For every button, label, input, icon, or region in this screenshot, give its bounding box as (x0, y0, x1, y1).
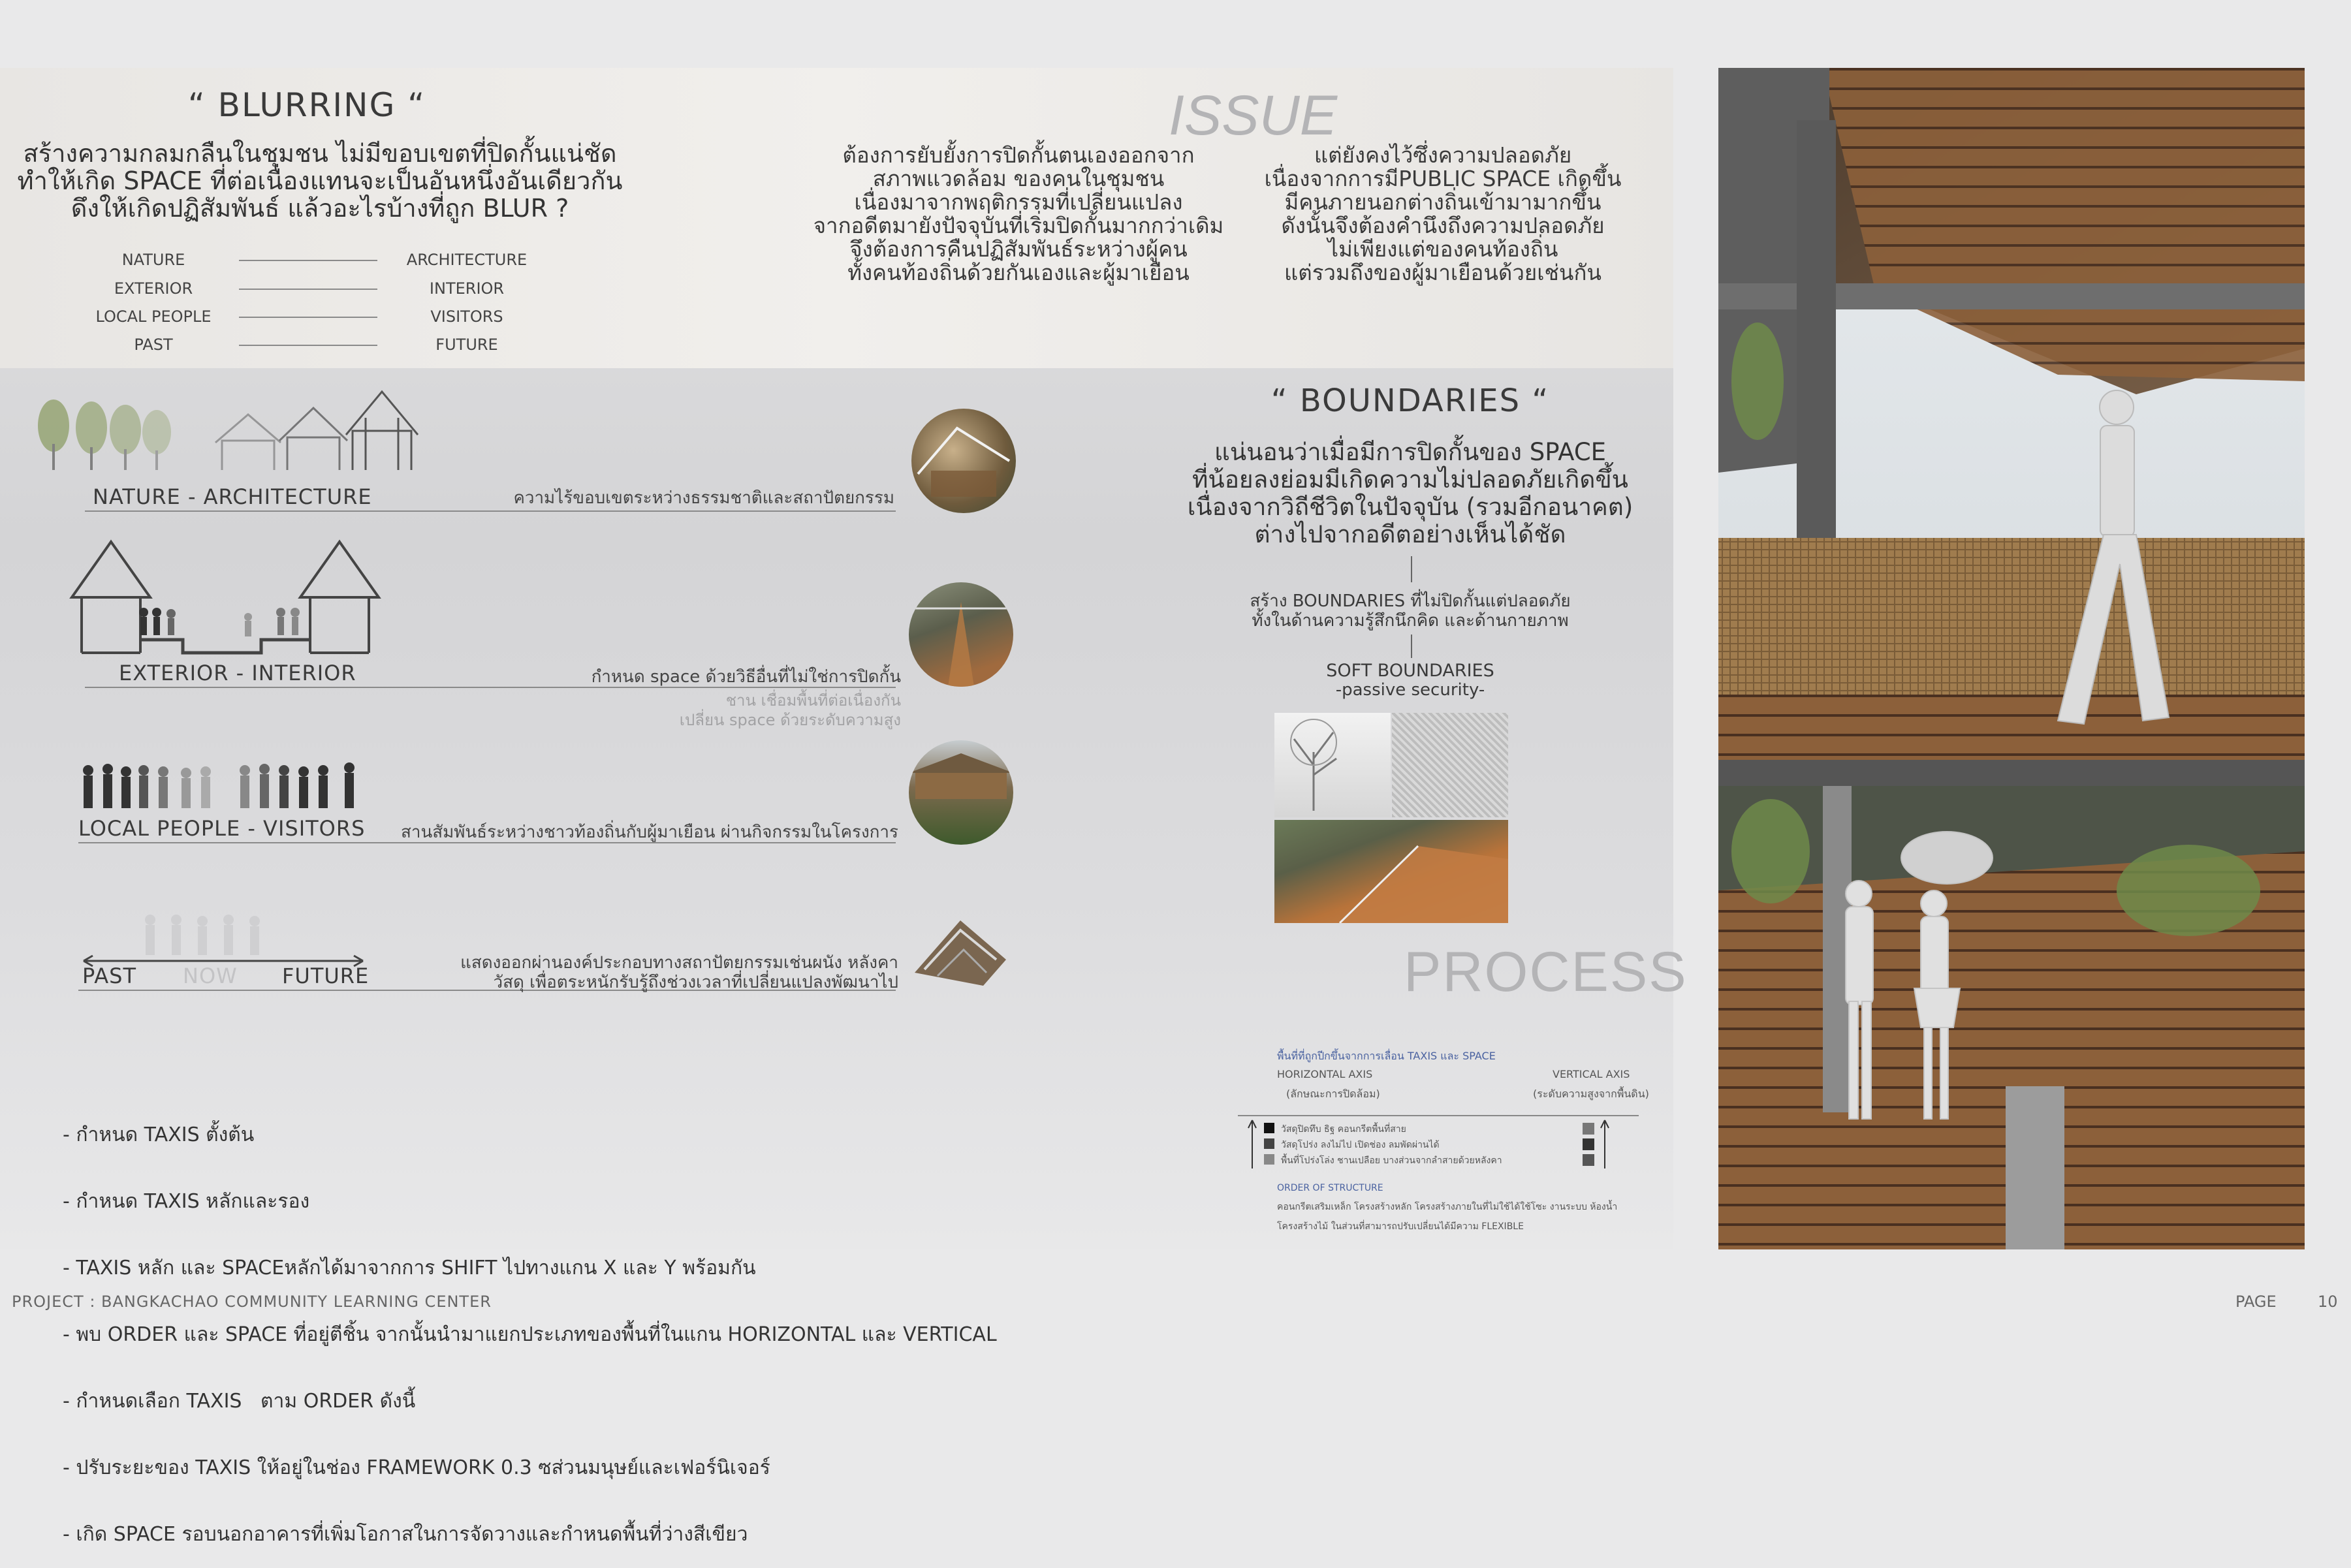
footer-page-number: 10 (2318, 1293, 2338, 1311)
issue-line: ทั้งคนท้องถิ่นด้วยกันเองและผู้มาเยือน (847, 260, 1190, 285)
boundaries-title: “ BOUNDARIES “ (1270, 383, 1550, 419)
process-title: PROCESS (1404, 941, 1688, 1003)
process-item: - ปรับระยะของ TAXIS ให้อยู่ในช่อง FRAMEWORK 0.3 ซส่วนมนุษย์และเฟอร์นิเจอร์ (63, 1456, 770, 1479)
boundaries-sub (1227, 591, 1593, 631)
boundaries-text (1169, 439, 1652, 548)
boundaries-line: ต่างไปจากอดีตอย่างเห็นได้ชัด (1254, 520, 1566, 548)
legend-swatch-v1 (1583, 1123, 1594, 1135)
tree-sketch-image (1274, 713, 1391, 817)
local-people-visitors-photo (909, 740, 1013, 845)
timeline-now: NOW (183, 964, 238, 988)
legend-title: พื้นที่ที่ถูกปีกขึ้นจากการเลื่อน TAXIS และ SPACE (1277, 1050, 1496, 1062)
row-caption: NATURE - ARCHITECTURE (93, 484, 372, 509)
row-sub-line: เปลี่ยน space ด้วยระดับความสูง (679, 711, 901, 729)
issue-column-2 (1240, 144, 1645, 285)
nature-architecture-photo (911, 409, 1016, 513)
vertical-axis-sub: (ระดับความสูงจากพื้นดิน) (1533, 1088, 1649, 1100)
issue-line: สภาพแวดล้อม ของคนในชุมชน (872, 166, 1165, 191)
walkway-render-illustration (1718, 68, 2305, 1249)
legend-item: พื้นที่โปร่งโล่ง ชานเปลือย บางส่วนจากลำสายด้วยหลังคา (1281, 1155, 1502, 1166)
boundaries-sub-line: ทั้งในด้านความรู้สึกนึกคิด และด้านกายภาพ (1252, 611, 1569, 631)
footer-page-label: PAGE (2235, 1293, 2277, 1311)
pair-right: INTERIOR (429, 279, 505, 298)
legend-swatch-semi (1264, 1138, 1274, 1149)
row-description-sub (496, 691, 901, 730)
issue-title: ISSUE (1169, 84, 1338, 147)
process-item: - TAXIS หลัก และ SPACEหลักได้มาจากการ SHIFT ไปทางแกน X และ Y พร้อมกัน (63, 1257, 756, 1279)
legend-swatch-solid (1264, 1123, 1274, 1133)
issue-line: แต่รวมถึงของผู้มาเยือนด้วยเช่นกัน (1284, 260, 1602, 285)
connector-line (1411, 635, 1412, 658)
legend-swatch-v3 (1583, 1154, 1594, 1166)
pair-line (239, 345, 377, 346)
issue-line: ไม่เพียงแต่ของคนท้องถิ่น (1327, 236, 1558, 262)
exterior-interior-illustration (65, 535, 405, 666)
issue-line: เนื่องจากการมีPUBLIC SPACE เกิดขึ้น (1264, 166, 1622, 191)
process-item: - กำหนด TAXIS ตั้งต้น (63, 1123, 255, 1146)
row-caption: LOCAL PEOPLE - VISITORS (78, 816, 366, 841)
soft-boundaries-sub: -passive security- (1335, 680, 1485, 700)
order-line: คอนกรีตเสริมเหล็ก โครงสร้างหลัก โครงสร้างภายในที่ไม่ใช้ได้ใช้โซะ งานระบบ ห้องน้ำ (1277, 1202, 1618, 1212)
process-list (63, 1080, 997, 1568)
timeline-future: FUTURE (282, 964, 370, 988)
row-desc-line: วัสดุ เพื่อตระหนักรับรู้ถึงช่วงเวลาที่เปลี่ยนแปลงพัฒนาไป (493, 973, 898, 992)
screen-pattern-image (1392, 713, 1508, 817)
process-item: - เกิด SPACE รอบนอกอาคารที่เพิ่มโอกาสในการจัดวางและกำหนดพื้นที่ว่างสีเขียว (63, 1523, 748, 1546)
blurring-line: สร้างความกลมกลืนในชุมชน ไม่มีขอบเขตที่ปิดกั้นแน่ชัด (23, 139, 617, 168)
connector-line (1411, 556, 1412, 582)
row-description: สานสัมพันธ์ระหว่างชาวท้องถิ่นกับผู้มาเยือน ผ่านกิจกรรมในโครงการ (401, 823, 898, 842)
issue-line: จึงต้องการคืนปฏิสัมพันธ์ระหว่างผู้คน (849, 236, 1188, 262)
row-description: ความไร้ขอบเขตระหว่างธรรมชาติและสถาปัตยกรรม (513, 488, 894, 508)
process-item: - กำหนด TAXIS หลักและรอง (63, 1190, 310, 1213)
footer-project: PROJECT : BANGKACHAO COMMUNITY LEARNING CENTER (12, 1293, 492, 1311)
row-rule (85, 510, 896, 512)
nature-architecture-illustration (26, 379, 444, 490)
pair-right: VISITORS (430, 307, 503, 326)
legend-item: วัสดุปิดทึบ ธิฐ คอนกรีตพื้นที่สาย (1281, 1124, 1406, 1135)
horizontal-axis-label: HORIZONTAL AXIS (1277, 1068, 1373, 1080)
boundaries-image-collage (1274, 713, 1508, 923)
pair-line (239, 317, 377, 318)
soft-boundaries-label: SOFT BOUNDARIES (1326, 661, 1494, 681)
issue-column-1 (790, 144, 1247, 285)
pair-left: LOCAL PEOPLE (95, 307, 212, 326)
row-desc-line: แสดงออกผ่านองค์ประกอบทางสถาปัตยกรรมเช่นผนัง หลังคา (460, 953, 898, 973)
blurring-title: “ BLURRING “ (187, 86, 426, 124)
vertical-axis-label: VERTICAL AXIS (1553, 1068, 1630, 1080)
pair-right: ARCHITECTURE (406, 251, 528, 269)
row-description (431, 953, 898, 992)
issue-line: ดังนั้นจึงต้องคำนึงถึงความปลอดภัย (1281, 213, 1605, 238)
issue-line: แต่ยังคงไว้ซึ่งความปลอดภัย (1314, 142, 1572, 168)
order-title: ORDER OF STRUCTURE (1277, 1183, 1383, 1193)
blurring-text (13, 140, 627, 222)
legend-items (1281, 1121, 1502, 1168)
issue-line: ต้องการยับยั้งการปิดกั้นตนเองออกจาก (842, 142, 1195, 168)
order-line: โครงสร้างไม้ ในส่วนที่สามารถปรับเปลี่ยนได้มีความ FLEXIBLE (1277, 1221, 1524, 1232)
process-item: - พบ ORDER และ SPACE ที่อยู่ตีชิ้น จากนั้นนำมาแยกประเภทของพื้นที่ในแกน HORIZONTAL และ VERTICAL (63, 1323, 997, 1346)
issue-line: มีคนภายนอกต่างถิ่นเข้ามามากขึ้น (1284, 189, 1602, 215)
legend-item: วัสดุโปร่ง ลงไม่ไป เปิดช่อง ลมพัดผ่านได้ (1281, 1140, 1440, 1150)
pair-line (239, 289, 377, 290)
pair-left: PAST (134, 336, 173, 354)
blurring-line: ดึงให้เกิดปฏิสัมพันธ์ แล้วอะไรบ้างที่ถูก BLUR ? (71, 194, 569, 223)
up-arrow-icon (1598, 1118, 1611, 1170)
boundaries-line: เนื่องจากวิถีชีวิตในปัจจุบัน (รวมอีกอนาคต) (1187, 493, 1633, 521)
exterior-interior-photo (909, 582, 1013, 687)
perspective-render (1718, 68, 2305, 1249)
row-caption: EXTERIOR - INTERIOR (119, 661, 356, 685)
blurring-line: ทำให้เกิด SPACE ที่ต่อเนื่องแทนจะเป็นอันหนึ่งอันเดียวกัน (17, 166, 623, 195)
issue-line: จากอดีตมายังปัจจุบันที่เริ่มปิดกั้นมากกว่าเดิม (813, 213, 1224, 238)
pair-left: EXTERIOR (114, 279, 193, 298)
pair-left: NATURE (121, 251, 185, 269)
row-sub-line: ชาน เชื่อมพื้นที่ต่อเนื่องกัน (725, 691, 901, 710)
order-lines (1277, 1197, 1617, 1236)
boundaries-line: ที่น้อยลงย่อมมีเกิดความไม่ปลอดภัยเกิดขึ้น (1192, 465, 1628, 494)
legend-swatch-open (1264, 1154, 1274, 1165)
boundaries-sub-line: สร้าง BOUNDARIES ที่ไม่ปิดกั้นแต่ปลอดภัย (1250, 591, 1571, 611)
pair-line (239, 260, 377, 261)
horizontal-axis-sub: (ลักษณะการปิดล้อม) (1286, 1088, 1380, 1100)
walkway-image (1274, 820, 1508, 923)
up-arrow-icon (1246, 1118, 1259, 1170)
timeline-past: PAST (82, 964, 136, 988)
legend-divider (1238, 1115, 1639, 1116)
issue-line: เนื่องมาจากพฤติกรรมที่เปลี่ยนแปลง (854, 189, 1183, 215)
people-illustration (75, 757, 375, 823)
roof-photo (911, 914, 1009, 992)
row-description: กำหนด space ด้วยวิธีอื่นที่ไม่ใช่การปิดกั้น (591, 667, 901, 687)
pair-right: FUTURE (435, 336, 498, 354)
process-item: - กำหนดเลือก TAXIS ตาม ORDER ดังนี้ (63, 1390, 416, 1413)
boundaries-line: แน่นอนว่าเมื่อมีการปิดกั้นของ SPACE (1214, 438, 1607, 466)
legend-swatch-v2 (1583, 1138, 1594, 1150)
